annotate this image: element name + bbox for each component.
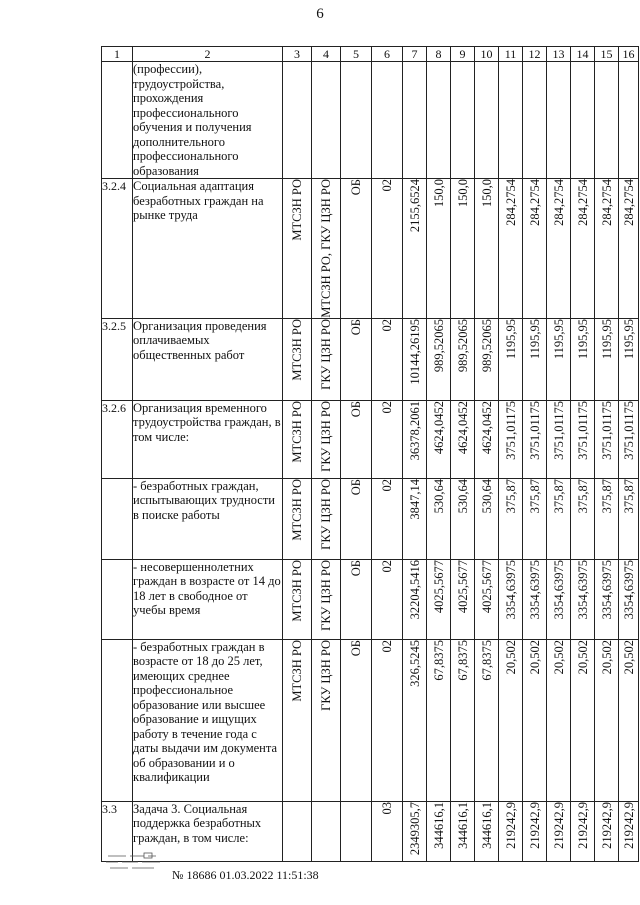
value-cell: 3751,01175 — [527, 400, 542, 460]
value-cell: 219242,9 — [599, 801, 614, 849]
value-cell: 375,87 — [599, 478, 614, 514]
row-description: Социальная адаптация безработных граждан на рынке труда — [133, 179, 283, 319]
value-cell: 20,502 — [621, 639, 636, 675]
participant: ГКУ ЦЗН РО — [319, 639, 333, 711]
row-description: - несовершеннолетних граждан в возрасте от 14 до 18 лет в свободное от учебы время — [133, 559, 283, 639]
budget-code: 02 — [380, 639, 394, 653]
value-cell: 344616,1 — [479, 801, 494, 849]
value-cell: 3751,01175 — [503, 400, 518, 460]
column-number: 11 — [499, 47, 523, 62]
value-cell: 4624,0452 — [479, 400, 494, 454]
value-cell: 326,5245 — [407, 639, 422, 687]
column-number: 5 — [341, 47, 372, 62]
column-number: 13 — [547, 47, 571, 62]
budget-code: 02 — [380, 318, 394, 332]
budget-source: ОБ — [349, 559, 363, 576]
table-row — [102, 559, 639, 639]
value-cell: 3751,01175 — [551, 400, 566, 460]
value-cell: 3751,01175 — [599, 400, 614, 460]
budget-source: ОБ — [349, 639, 363, 656]
value-cell: 3751,01175 — [621, 400, 636, 460]
value-cell: 375,87 — [527, 478, 542, 514]
column-number: 3 — [283, 47, 312, 62]
value-cell: 67,8375 — [455, 639, 470, 681]
row-description: Задача 3. Социальная поддержка безработных граждан, в том числе: — [133, 801, 283, 861]
participant: МТСЗН РО, ГКУ ЦЗН РО — [319, 179, 333, 318]
column-number-row — [102, 47, 639, 62]
value-cell: 4624,0452 — [431, 400, 446, 454]
participant: ГКУ ЦЗН РО — [319, 559, 333, 631]
row-code — [102, 478, 133, 559]
column-number: 9 — [451, 47, 475, 62]
row-description: Организация проведения оплачиваемых общественных работ — [133, 318, 283, 400]
value-cell: 1195,95 — [503, 318, 518, 359]
value-cell: 4025,5677 — [479, 559, 494, 613]
value-cell: 36378,2061 — [407, 400, 422, 461]
row-code: 3.2.6 — [102, 400, 133, 478]
value-cell: 20,502 — [551, 639, 566, 675]
column-number: 6 — [372, 47, 403, 62]
row-description: - безработных граждан в возрасте от 18 до 25 лет, имеющих среднее профессиональное образование или высшее образование и ищущих работу в течение года с даты выдачи им документа об образовании и о квалификации — [133, 639, 283, 801]
executor-ministry: МТСЗН РО — [290, 400, 304, 463]
value-cell: 150,0 — [431, 179, 446, 208]
value-cell: 2349305,7 — [407, 801, 422, 855]
value-cell: 4025,5677 — [455, 559, 470, 613]
column-number: 4 — [312, 47, 341, 62]
value-cell: 284,2754 — [621, 179, 636, 226]
executor-ministry: МТСЗН РО — [290, 639, 304, 702]
value-cell: 10144,26195 — [407, 318, 422, 385]
row-code — [102, 62, 133, 179]
value-cell: 150,0 — [479, 179, 494, 208]
row-code: 3.2.4 — [102, 179, 133, 319]
value-cell: 32204,5416 — [407, 559, 422, 620]
value-cell: 67,8375 — [431, 639, 446, 681]
column-number: 10 — [475, 47, 499, 62]
value-cell: 989,52065 — [455, 318, 470, 372]
value-cell: 989,52065 — [431, 318, 446, 372]
value-cell: 375,87 — [575, 478, 590, 514]
value-cell: 375,87 — [621, 478, 636, 514]
value-cell: 284,2754 — [527, 179, 542, 226]
row-code — [102, 559, 133, 639]
row-description: (профессии), трудоустройства, прохождения профессионального обучения и получения дополнительного профессионального образования — [133, 62, 283, 179]
participant: ГКУ ЦЗН РО — [319, 478, 333, 550]
value-cell: 219242,9 — [621, 801, 636, 849]
program-table — [101, 46, 639, 862]
table-row — [102, 318, 639, 400]
executor-ministry: МТСЗН РО — [290, 318, 304, 381]
budget-code: 02 — [380, 400, 394, 414]
value-cell: 3354,63975 — [503, 559, 518, 620]
value-cell: 284,2754 — [503, 179, 518, 226]
value-cell: 219242,9 — [551, 801, 566, 849]
value-cell: 3354,63975 — [551, 559, 566, 620]
page-number: 6 — [316, 6, 324, 22]
table-row — [102, 179, 639, 319]
budget-code: 03 — [380, 801, 394, 815]
value-cell: 3751,01175 — [575, 400, 590, 460]
table-row — [102, 400, 639, 478]
column-number: 14 — [571, 47, 595, 62]
value-cell: 989,52065 — [479, 318, 494, 372]
value-cell: 3354,63975 — [599, 559, 614, 620]
participant: ГКУ ЦЗН РО — [319, 400, 333, 472]
value-cell: 1195,95 — [551, 318, 566, 359]
value-cell: 375,87 — [551, 478, 566, 514]
column-number: 15 — [595, 47, 619, 62]
value-cell: 1195,95 — [621, 318, 636, 359]
budget-code: 02 — [380, 478, 394, 492]
value-cell: 1195,95 — [599, 318, 614, 359]
value-cell: 530,64 — [431, 478, 446, 514]
value-cell: 4025,5677 — [431, 559, 446, 613]
value-cell: 219242,9 — [503, 801, 518, 849]
budget-source: ОБ — [349, 478, 363, 495]
column-number: 8 — [427, 47, 451, 62]
value-cell: 219242,9 — [575, 801, 590, 849]
column-number: 7 — [403, 47, 427, 62]
value-cell: 67,8375 — [479, 639, 494, 681]
value-cell: 20,502 — [599, 639, 614, 675]
table-row-continuation — [102, 62, 639, 179]
column-number: 1 — [102, 47, 133, 62]
registration-stamp-icon — [104, 850, 162, 874]
value-cell: 3847,14 — [407, 478, 422, 520]
value-cell: 344616,1 — [431, 801, 446, 849]
value-cell: 284,2754 — [551, 179, 566, 226]
value-cell: 20,502 — [503, 639, 518, 675]
value-cell: 375,87 — [503, 478, 518, 514]
value-cell: 344616,1 — [455, 801, 470, 849]
value-cell: 3354,63975 — [575, 559, 590, 620]
value-cell: 530,64 — [455, 478, 470, 514]
row-code: 3.2.5 — [102, 318, 133, 400]
budget-source: ОБ — [349, 318, 363, 335]
value-cell: 530,64 — [479, 478, 494, 514]
value-cell: 1195,95 — [575, 318, 590, 359]
value-cell: 20,502 — [527, 639, 542, 675]
value-cell: 1195,95 — [527, 318, 542, 359]
table-row — [102, 801, 639, 861]
value-cell: 20,502 — [575, 639, 590, 675]
registration-footer: № 18686 01.03.2022 11:51:38 — [172, 868, 319, 882]
value-cell: 4624,0452 — [455, 400, 470, 454]
budget-source: ОБ — [349, 400, 363, 417]
participant: ГКУ ЦЗН РО — [319, 318, 333, 390]
budget-source: ОБ — [349, 179, 363, 196]
value-cell: 3354,63975 — [527, 559, 542, 620]
table-row — [102, 478, 639, 559]
value-cell: 284,2754 — [575, 179, 590, 226]
value-cell: 150,0 — [455, 179, 470, 208]
column-number: 12 — [523, 47, 547, 62]
value-cell: 284,2754 — [599, 179, 614, 226]
budget-code: 02 — [380, 179, 394, 192]
budget-code: 02 — [380, 559, 394, 573]
column-number: 2 — [133, 47, 283, 62]
row-code — [102, 639, 133, 801]
executor-ministry: МТСЗН РО — [290, 559, 304, 622]
executor-ministry: МТСЗН РО — [290, 179, 304, 241]
table-row — [102, 639, 639, 801]
row-description: - безработных граждан, испытывающих трудности в поиске работы — [133, 478, 283, 559]
value-cell: 219242,9 — [527, 801, 542, 849]
value-cell: 3354,63975 — [621, 559, 636, 620]
row-code: 3.3 — [102, 801, 133, 861]
column-number: 16 — [619, 47, 639, 62]
executor-ministry: МТСЗН РО — [290, 478, 304, 541]
value-cell: 2155,6524 — [407, 179, 422, 233]
row-description: Организация временного трудоустройства граждан, в том числе: — [133, 400, 283, 478]
